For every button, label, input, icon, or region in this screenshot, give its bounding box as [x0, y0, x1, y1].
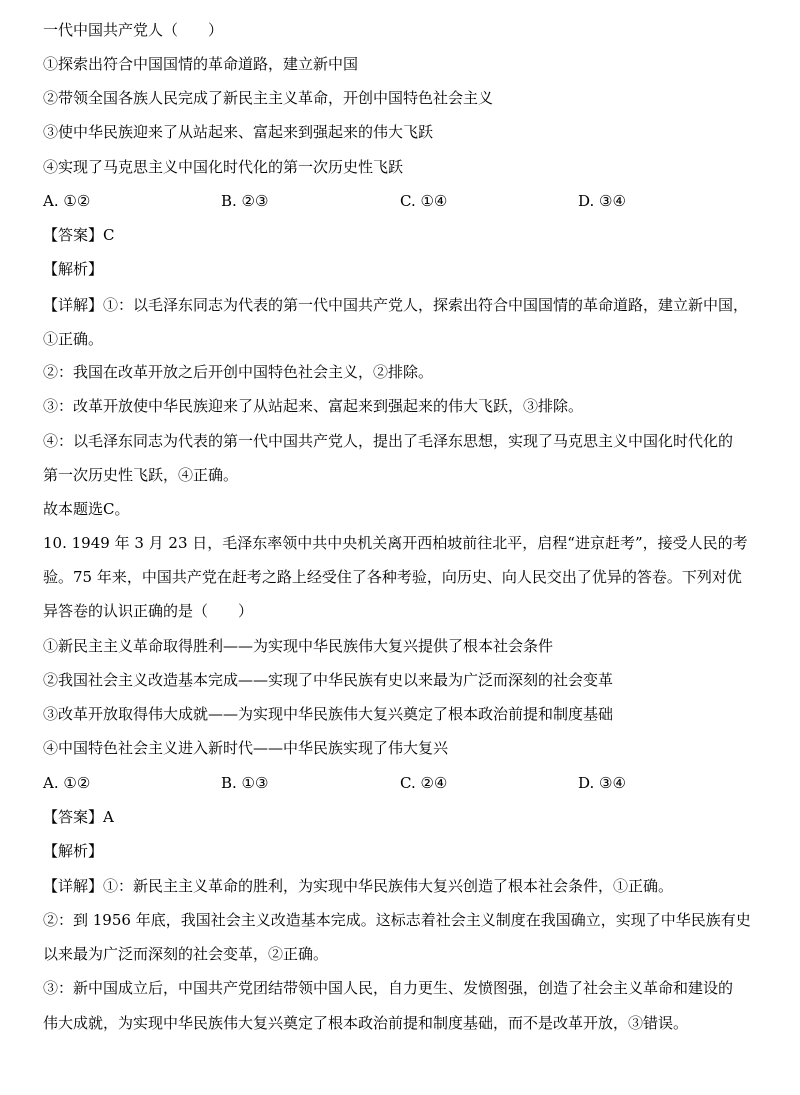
q9-detail-line-1: 【详解】①：以毛泽东同志为代表的第一代中国共产党人，探索出符合中国国情的革命道路，建立新中国， — [43, 296, 749, 314]
q10-item-2: ②我国社会主义改造基本完成——实现了中华民族有史以来最为广泛而深刻的社会变革 — [43, 671, 614, 689]
q10-answer: 【答案】A — [43, 808, 114, 826]
q9-analysis-heading: 【解析】 — [43, 260, 104, 278]
q9-item-3: ③使中华民族迎来了从站起来、富起来到强起来的伟大飞跃 — [43, 123, 434, 141]
q10-detail-line-2: ②：到 1956 年底，我国社会主义改造基本完成。这标志着社会主义制度在我国确立，实现了中华民族有史 — [43, 911, 751, 929]
q9-item-4: ④实现了马克思主义中国化时代化的第一次历史性飞跃 — [43, 158, 404, 176]
q9-item-1: ①探索出符合中国国情的革命道路，建立新中国 — [43, 55, 359, 73]
q10-option-c: C. ②④ — [400, 774, 448, 792]
q9-detail-line-4: ③：改革开放使中华民族迎来了从站起来、富起来到强起来的伟大飞跃，③排除。 — [43, 397, 584, 415]
q9-detail-line-6: 第一次历史性飞跃，④正确。 — [43, 466, 239, 484]
q10-detail-line-3: 以来最为广泛而深刻的社会变革，②正确。 — [43, 945, 329, 963]
q9-detail-line-5: ④：以毛泽东同志为代表的第一代中国共产党人，提出了毛泽东思想，实现了马克思主义中国化时代化的 — [43, 432, 734, 450]
q9-option-a: A. ①② — [43, 192, 91, 210]
q10-stem-line-1: 10. 1949 年 3 月 23 日，毛泽东率领中共中央机关离开西柏坡前往北平，启程“进京赶考”，接受人民的考 — [43, 534, 748, 552]
q10-option-b: B. ①③ — [221, 774, 269, 792]
q9-option-d: D. ③④ — [578, 192, 626, 210]
q10-stem-line-2: 验。75 年来，中国共产党在赶考之路上经受住了各种考验，向历史、向人民交出了优异的答卷。下列对优 — [43, 568, 742, 586]
q9-detail-line-2: ①正确。 — [43, 330, 104, 348]
q9-option-b: B. ②③ — [221, 192, 269, 210]
q9-detail-line-3: ②：我国在改革开放之后开创中国特色社会主义，②排除。 — [43, 363, 434, 381]
q9-answer: 【答案】C — [43, 226, 115, 244]
q10-option-a: A. ①② — [43, 774, 91, 792]
q9-conclusion: 故本题选C。 — [43, 500, 130, 518]
q10-stem-line-3: 异答卷的认识正确的是（ ） — [43, 602, 254, 620]
q10-detail-line-5: 伟大成就，为实现中华民族伟大复兴奠定了根本政治前提和制度基础，而不是改革开放，③错误。 — [43, 1014, 689, 1032]
q10-item-3: ③改革开放取得伟大成就——为实现中华民族伟大复兴奠定了根本政治前提和制度基础 — [43, 705, 614, 723]
q9-stem-tail: 一代中国共产党人（ ） — [43, 21, 224, 39]
q10-item-1: ①新民主主义革命取得胜利——为实现中华民族伟大复兴提供了根本社会条件 — [43, 637, 554, 655]
q10-detail-line-4: ③：新中国成立后，中国共产党团结带领中国人民，自力更生、发愤图强，创造了社会主义革命和建设的 — [43, 979, 734, 997]
q10-option-d: D. ③④ — [578, 774, 626, 792]
q10-detail-line-1: 【详解】①：新民主主义革命的胜利，为实现中华民族伟大复兴创造了根本社会条件，①正确。 — [43, 877, 674, 895]
q10-item-4: ④中国特色社会主义进入新时代——中华民族实现了伟大复兴 — [43, 739, 449, 757]
q9-option-c: C. ①④ — [400, 192, 448, 210]
q9-item-2: ②带领全国各族人民完成了新民主主义革命，开创中国特色社会主义 — [43, 89, 494, 107]
q10-analysis-heading: 【解析】 — [43, 842, 104, 860]
